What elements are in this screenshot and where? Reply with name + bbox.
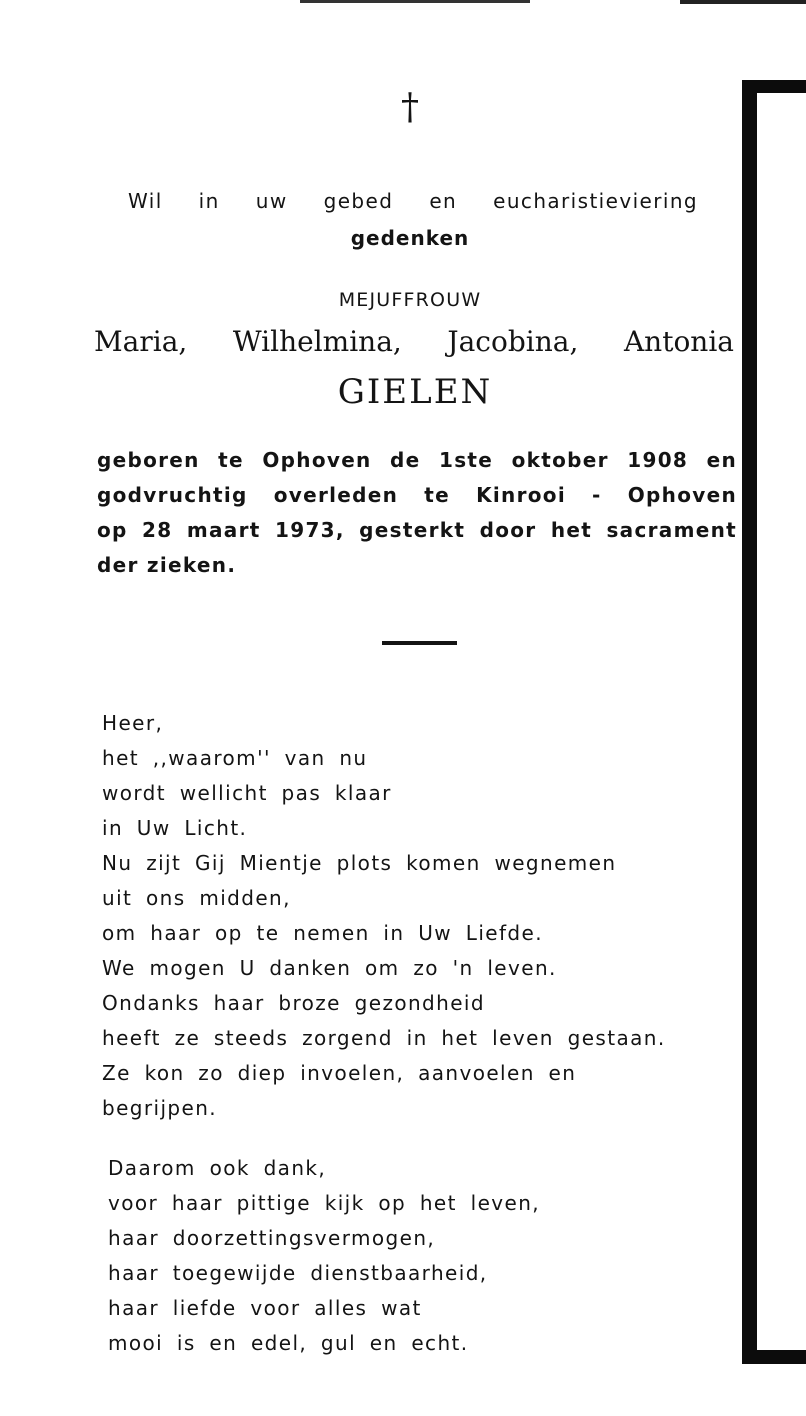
poem-line: haar toegewijde dienstbaarheid, [108,1261,488,1285]
deceased-surname: GIELEN [337,372,493,412]
poem-line: Ondanks haar broze gezondheid [102,991,485,1015]
poem-line: voor haar pittige kijk op het leven, [108,1191,541,1215]
section-divider [382,641,457,645]
poem-line: begrijpen. [102,1096,218,1120]
poem-line: mooi is en edel, gul en echt. [108,1331,469,1355]
bio-line: der zieken. [97,553,237,577]
poem-line: haar doorzettingsvermogen, [108,1226,436,1250]
bio-line: geboren te Ophoven de 1ste oktober 1908 en [97,448,737,472]
bio-line: godvruchtig overleden te Kinrooi - Ophoven [97,483,737,507]
poem-line: Heer, [102,711,164,735]
poem-stanza-2 [108,1151,748,1361]
poem-line: Daarom ook dank, [108,1156,327,1180]
poem-line: Nu zijt Gij Mientje plots komen wegnemen [102,851,617,875]
poem-line: heeft ze steeds zorgend in het leven gestaan. [102,1026,666,1050]
cross-icon: † [401,87,419,128]
poem-line: om haar op te nemen in Uw Liefde. [102,921,543,945]
poem-line: haar liefde voor alles wat [108,1296,422,1320]
poem-line: We mogen U danken om zo 'n leven. [102,956,557,980]
honorific: MEJUFFROUW [338,289,482,311]
deceased-given-names: Maria, Wilhelmina, Jacobina, Antonia [94,325,734,358]
intro-line: Wil in uw gebed en eucharistieviering [128,189,698,213]
intro-line-remember: gedenken [350,226,470,250]
bio-line: op 28 maart 1973, gesterkt door het sacrament [97,518,737,542]
poem-line: uit ons midden, [102,886,291,910]
poem-line: in Uw Licht. [102,816,248,840]
top-edge-rule-left [300,0,530,3]
poem-line: Ze kon zo diep invoelen, aanvoelen en [102,1061,577,1085]
poem-line: wordt wellicht pas klaar [102,781,392,805]
poem-stanza-1 [102,706,752,1126]
poem-line: het ,,waarom'' van nu [102,746,368,770]
top-edge-rule-right [680,0,806,4]
biography [97,443,737,583]
